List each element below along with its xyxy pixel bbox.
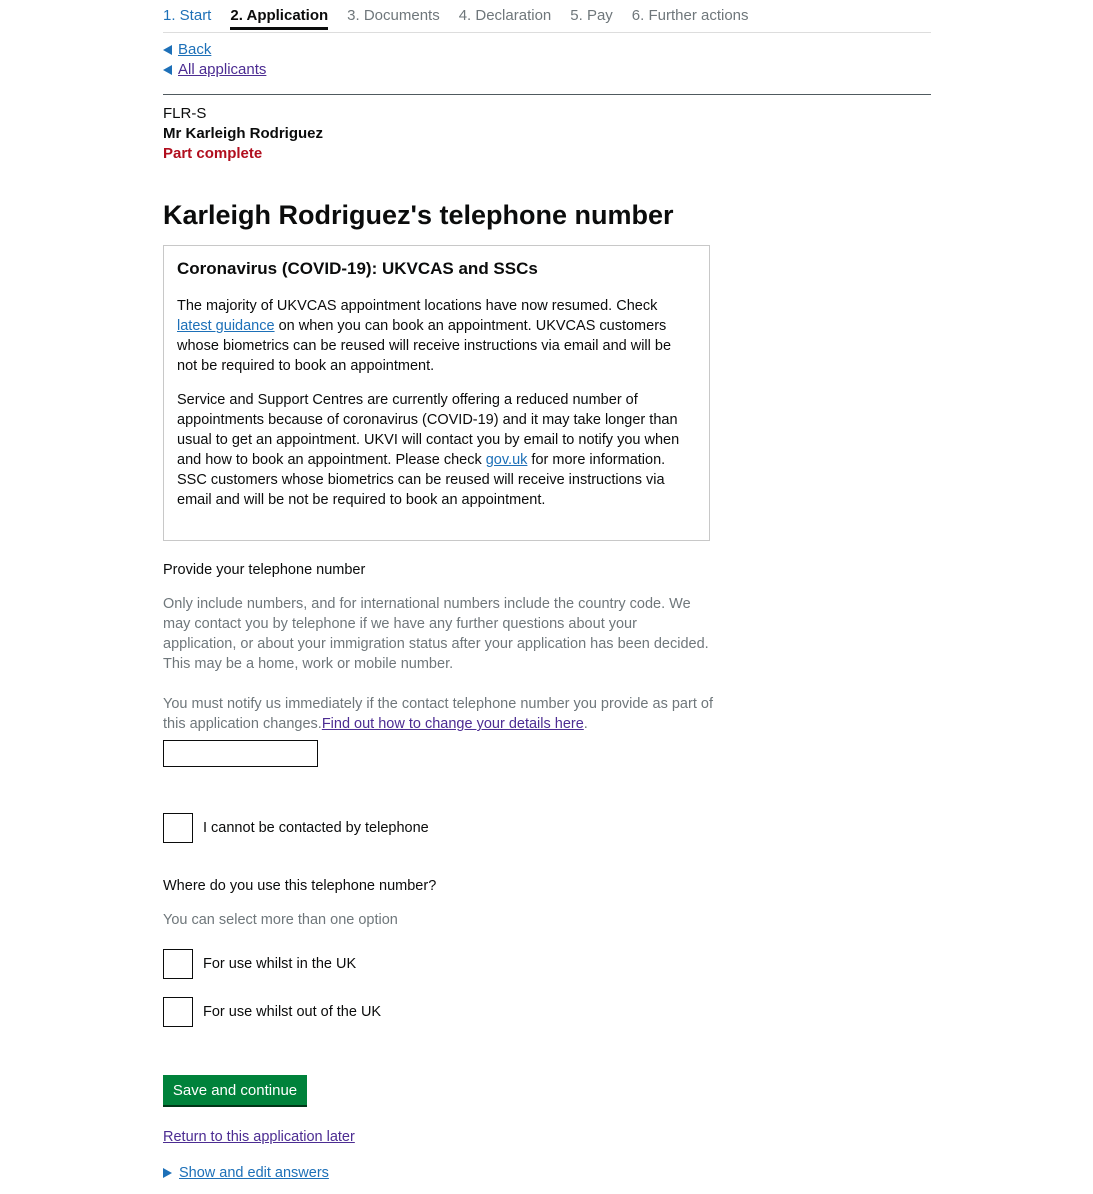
latest-guidance-link[interactable]: latest guidance	[177, 318, 275, 334]
usage-question-label: Where do you use this telephone number?	[163, 878, 437, 894]
all-applicants-link[interactable]	[163, 60, 931, 80]
triangle-left-icon	[163, 45, 172, 55]
all-applicants-link-text[interactable]: All applicants	[178, 61, 267, 78]
abroad-use-checkbox[interactable]	[163, 997, 193, 1027]
no-phone-label: I cannot be contacted by telephone	[203, 820, 429, 836]
no-phone-checkbox[interactable]	[163, 813, 193, 843]
change-details-link[interactable]: Find out how to change your details here	[321, 716, 584, 732]
back-links	[163, 33, 931, 80]
back-link-text[interactable]: Back	[178, 41, 212, 58]
applicant-info	[163, 95, 931, 164]
notice-text: for more information. SSC customers whose biometrics can be reused will receive instructions via email and will be not be required to book an appointment.	[177, 452, 666, 508]
hint-text: You must notify us immediately if the contact telephone number you provide as part of this application changes.	[163, 696, 713, 732]
notice-text: The majority of UKVCAS appointment locations have now resumed. Check	[177, 298, 658, 314]
no-phone-option[interactable]	[163, 813, 429, 843]
show-answers-text[interactable]: Show and edit answers	[179, 1165, 329, 1181]
return-later-link[interactable]: Return to this application later	[163, 1129, 355, 1145]
step-further-actions: 6. Further actions	[631, 7, 749, 24]
notice-heading: Coronavirus (COVID-19): UKVCAS and SSCs	[177, 259, 538, 278]
page-container	[163, 0, 931, 1181]
step-start[interactable]: 1. Start	[163, 7, 212, 24]
notice-paragraph-2	[177, 390, 695, 510]
notice-text: on when you can book an appointment. UKVCAS customers whose biometrics can be reused will receive instructions via email and will be not be required to book an appointment.	[177, 318, 672, 374]
notice-text: Service and Support Centres are currently offering a reduced number of appointments because of coronavirus (COVID-19) and it may take longer than usual to get an appointment. UKVI will contact you by email to notify you when and how to book an appointment. Please check	[177, 392, 680, 468]
uk-use-checkbox[interactable]	[163, 949, 193, 979]
status-badge: Part complete	[163, 145, 263, 162]
step-application: 2. Application	[230, 7, 328, 30]
step-documents: 3. Documents	[347, 7, 440, 24]
abroad-use-label: For use whilst out of the UK	[203, 1004, 382, 1020]
phone-question-label: Provide your telephone number	[163, 562, 366, 578]
telephone-input[interactable]	[163, 740, 318, 767]
phone-hint: Only include numbers, and for international numbers include the country code. We may contact you by telephone if we have any further questions about your application, or about your immigration status after your application has been decided. This may be a home, work or mobile number.	[163, 596, 709, 672]
phone-notify-hint	[163, 694, 713, 734]
progress-steps	[163, 0, 931, 33]
show-answers-toggle[interactable]	[163, 1165, 329, 1181]
covid-notice	[163, 245, 710, 541]
abroad-use-option[interactable]	[163, 997, 381, 1027]
form-code: FLR-S	[163, 105, 207, 122]
triangle-left-icon	[163, 65, 172, 75]
uk-use-label: For use whilst in the UK	[203, 956, 357, 972]
step-declaration: 4. Declaration	[458, 7, 552, 24]
back-link[interactable]	[163, 40, 931, 60]
gov-uk-link[interactable]: gov.uk	[485, 452, 528, 468]
notice-paragraph-1	[177, 296, 695, 376]
usage-hint: You can select more than one option	[163, 912, 398, 928]
triangle-right-icon	[163, 1168, 172, 1178]
step-pay: 5. Pay	[570, 7, 613, 24]
applicant-name: Mr Karleigh Rodriguez	[163, 125, 324, 142]
save-and-continue-button[interactable]: Save and continue	[163, 1075, 307, 1107]
page-title: Karleigh Rodriguez's telephone number	[163, 200, 674, 230]
hint-text: .	[583, 716, 588, 732]
uk-use-option[interactable]	[163, 949, 356, 979]
